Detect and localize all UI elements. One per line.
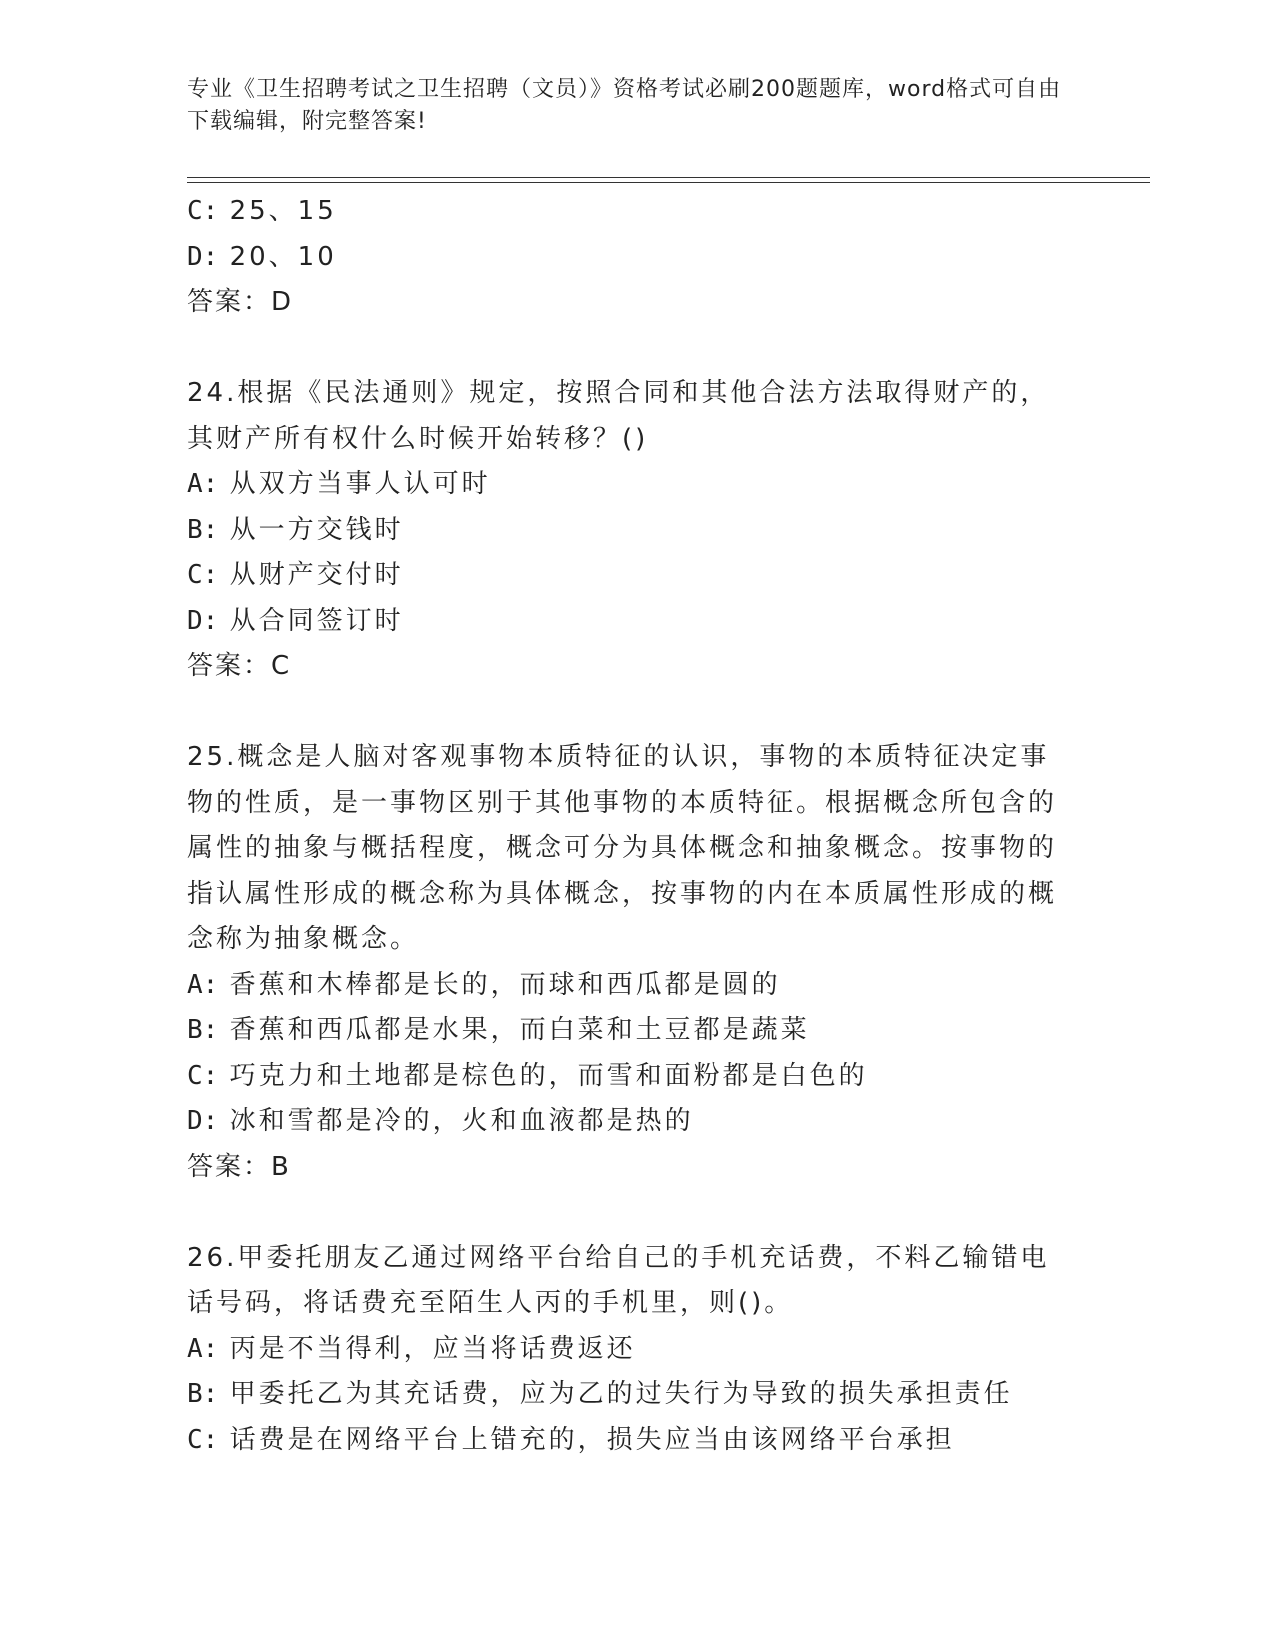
option-b: B: 从一方交钱时 [187,514,404,545]
option-d: D: 20、10 [187,241,337,272]
spacer [187,690,1077,736]
question-content [187,189,1077,1463]
option-a: A: 从双方当事人认可时 [187,469,491,499]
page-header: 专业《卫生招聘考试之卫生招聘（文员）》资格考试必刷200题题库，word格式可自由下载编辑，附完整答案! [187,77,1062,134]
question-25-stem: 25.概念是人脑对客观事物本质特征的认识，事物的本质特征决定事物的性质，是一事物区别于其他事物的本质特征。根据概念所包含的属性的抽象与概括程度，概念可分为具体概念和抽象概念。按事物的指认属性形成的概念称为具体概念，按事物的内在本质属性形成的概念称为抽象概念。 [187,742,1058,954]
answer-line: 答案：B [187,1151,291,1182]
option-c: C: 话费是在网络平台上错充的，损失应当由该网络平台承担 [187,1424,955,1455]
option-c: C: 巧克力和土地都是棕色的，而雪和面粉都是白色的 [187,1060,868,1091]
option-a: A: 香蕉和木棒都是长的，而球和西瓜都是圆的 [187,969,781,1000]
answer-line: 答案：D [187,287,294,317]
option-b: B: 甲委托乙为其充话费，应为乙的过失行为导致的损失承担责任 [187,1379,1013,1409]
header-divider-top [187,177,1150,178]
option-d: D: 从合同签订时 [187,605,404,636]
question-26-stem: 26.甲委托朋友乙通过网络平台给自己的手机充话费，不料乙输错电话号码，将话费充至陌生人丙的手机里，则()。 [187,1242,1050,1318]
spacer [187,326,1077,372]
option-d: D: 冰和雪都是冷的，火和血液都是热的 [187,1106,694,1136]
question-24-stem: 24.根据《民法通则》规定，按照合同和其他合法方法取得财产的，其财产所有权什么时候开始转移？() [187,378,1050,454]
header-divider-bottom [187,182,1150,183]
option-c: C: 25、15 [187,196,337,226]
option-a: A: 丙是不当得利，应当将话费返还 [187,1333,636,1364]
answer-line: 答案：C [187,651,292,681]
option-b: B: 香蕉和西瓜都是水果，而白菜和土豆都是蔬菜 [187,1015,810,1045]
option-c: C: 从财产交付时 [187,560,404,590]
spacer [187,1190,1077,1236]
